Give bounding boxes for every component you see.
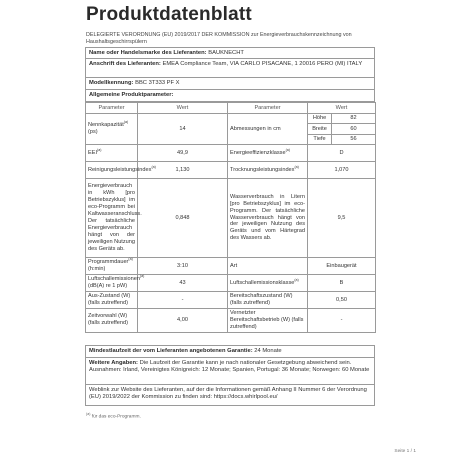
water-consumption-value: 9,5 <box>308 179 376 258</box>
supplier-name-label: Name oder Handelsmarke des Lieferanten: <box>89 50 207 56</box>
supplier-address-label: Anschrift des Lieferanten: <box>89 61 161 67</box>
supplier-name-value: BAUKNECHT <box>208 50 244 56</box>
drying-index-value: 1,070 <box>308 162 376 179</box>
table-row <box>86 114 376 124</box>
table-row <box>86 145 376 162</box>
cleaning-index-label: Reinigungsleistungsindex$^{(a)}$ <box>86 162 138 179</box>
width-label: Breite <box>308 124 332 134</box>
header-value: Wert <box>138 103 228 114</box>
off-mode-label: Aus-Zustand (W) (falls zutreffend) <box>86 292 138 309</box>
footnote-mark: (a) <box>86 412 91 416</box>
table-row <box>86 292 376 309</box>
energy-consumption-value: 0,848 <box>138 179 228 258</box>
type-value: Einbaugerät <box>308 258 376 275</box>
noise-class-value: B <box>308 275 376 292</box>
drying-index-label: Trocknungsleistungsindex$^{(a)}$ <box>228 162 308 179</box>
further-info-label: Weitere Angaben: <box>89 360 138 366</box>
parameter-table <box>85 102 376 333</box>
width-value: 60 <box>332 124 376 134</box>
energy-class-label: Energieeffizienzklasse$^{(a)}$ <box>228 145 308 162</box>
depth-value: 56 <box>332 134 376 144</box>
table-row <box>86 258 376 275</box>
header-parameter: Parameter <box>86 103 138 114</box>
page-title: Produktdatenblatt <box>86 4 252 25</box>
capacity-label: Nennkapazität$^{(a)}$ (ps) <box>86 114 138 145</box>
program-duration-value: 3:10 <box>138 258 228 275</box>
model-label: Modellkennung: <box>89 80 134 86</box>
table-row <box>86 275 376 292</box>
table-row <box>86 179 376 258</box>
height-value: 82 <box>332 114 376 124</box>
general-params-row <box>85 90 375 102</box>
height-label: Höhe <box>308 114 332 124</box>
further-info-text: Die Laufzeit der Garantie kann je nach nationaler Gesetzgebung abweichend sein. Ausnahmen: Irland, Vereinigtes Königreich: 12 Monate; Spanien, Portugal: 36 Monate; Norwegen: 60 Monate <box>89 360 370 374</box>
noise-emission-value: 43 <box>138 275 228 292</box>
energy-class-value: D <box>308 145 376 162</box>
noise-emission-label: Luftschallemissionen$^{(a)}$ (dB(A) re 1 pW) <box>86 275 138 292</box>
off-mode-value: - <box>138 292 228 309</box>
cleaning-index-value: 1,130 <box>138 162 228 179</box>
table-row <box>86 162 376 179</box>
noise-class-label: Luftschallemissionsklasse$^{(a)}$ <box>228 275 308 292</box>
delay-start-value: 4,00 <box>138 309 228 333</box>
weblink-text[interactable]: Weblink zur Website des Lieferanten, auf der die Informationen gemäß Anhang II Nummer 6 der Verordnung (EU) 2019/2022 der Kommission zu finden sind: https://docs.whirlpool.eu/ <box>89 387 367 401</box>
standby-label: Bereitschaftszustand (W) (falls zutreffend) <box>228 292 308 309</box>
eei-label: EEI$^{(a)}$ <box>86 145 138 162</box>
networked-standby-label: Vernetzter Bereitschaftsbetrieb (W) (falls zutreffend) <box>228 309 308 333</box>
networked-standby-value: - <box>308 309 376 333</box>
type-label: Art <box>228 258 308 275</box>
standby-value: 0,50 <box>308 292 376 309</box>
table-header-row <box>86 103 376 114</box>
energy-consumption-label: Energieverbrauch in kWh [pro Betriebszyklus] im eco-Programm bei Kaltwasseranschluss. Der tatsächliche Energieverbrauch hängt von der jeweiligen Nutzung des Geräts ab. <box>86 179 138 258</box>
supplier-name-row <box>85 47 375 59</box>
program-duration-label: Programmdauer$^{(a)}$ (h:min) <box>86 258 138 275</box>
guarantee-value: 24 Monate <box>254 348 282 354</box>
depth-label: Tiefe <box>308 134 332 144</box>
delay-start-label: Zeitvorwahl (W) (falls zutreffend) <box>86 309 138 333</box>
weblink-row <box>85 385 375 406</box>
eei-value: 49,9 <box>138 145 228 162</box>
header-value-2: Wert <box>308 103 376 114</box>
footnote-text: für das eco-Programm. <box>91 414 141 420</box>
dimensions-label: Abmessungen in cm <box>228 114 308 145</box>
capacity-value: 14 <box>138 114 228 145</box>
table-row <box>86 309 376 333</box>
footnote <box>86 414 141 420</box>
page-number: Seite 1 / 1 <box>394 449 416 454</box>
header-parameter-2: Parameter <box>228 103 308 114</box>
model-row <box>85 78 375 90</box>
supplier-address-row <box>85 59 375 78</box>
model-value: BBC 3T333 PF X <box>135 80 180 86</box>
general-params-label: Allgemeine Produktparameter: <box>89 92 174 98</box>
water-consumption-label: Wasserverbrauch in Litern [pro Betriebszyklus] im eco-Programm. Der tatsächliche Wasserverbrauch hängt von der jeweiligen Nutzung des Geräts und vom Härtegrad des Wassers ab. <box>228 179 308 258</box>
guarantee-label: Mindestlaufzeit der vom Lieferanten angebotenen Garantie: <box>89 348 253 354</box>
further-info-row <box>85 358 375 385</box>
regulation-intro: DELEGIERTE VERORDNUNG (EU) 2019/2017 DER KOMMISSION zur Energieverbrauchskennzeichnung von Haushaltsgeschirrspülern <box>86 32 352 45</box>
supplier-address-value: EMEA Compliance Team, VIA CARLO PISACANE, 1 20016 PERO (MI) ITALY <box>162 61 363 67</box>
guarantee-row <box>85 345 375 358</box>
